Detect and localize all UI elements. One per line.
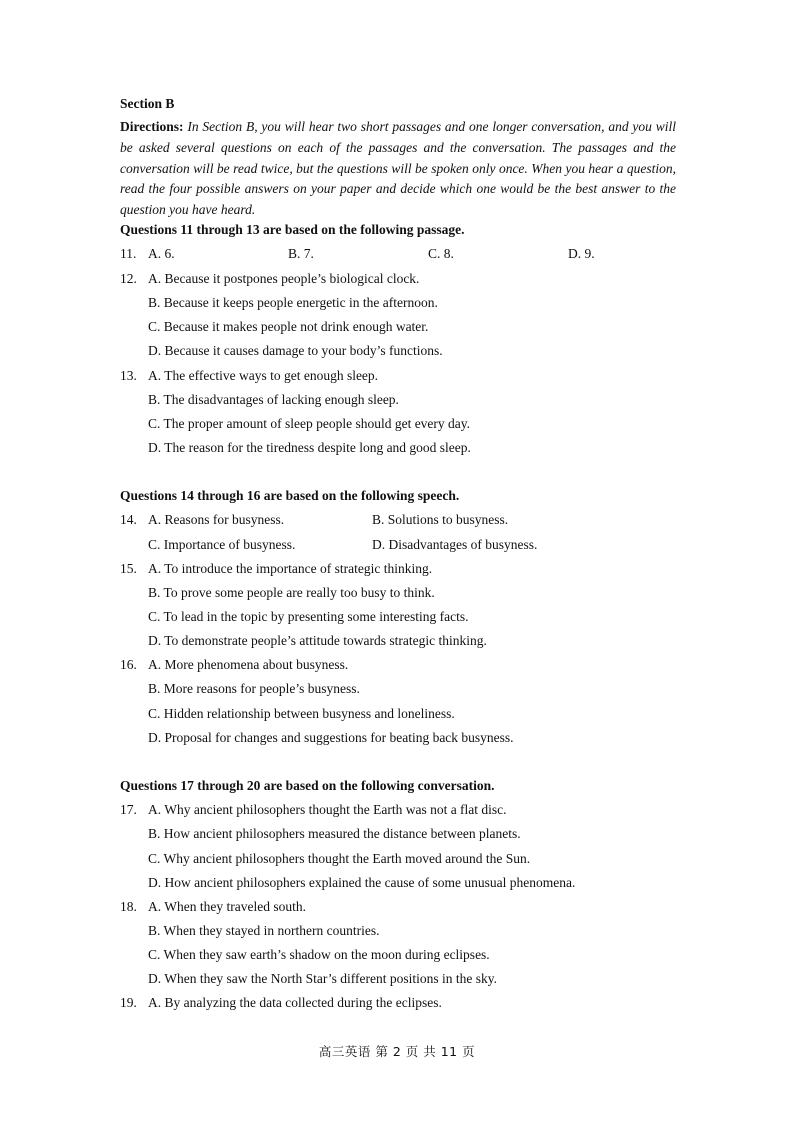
option-a: A. To introduce the importance of strategic thinking.	[148, 561, 433, 576]
question-number: 14.	[120, 512, 137, 527]
group-heading: Questions 14 through 16 are based on the following speech.	[120, 488, 460, 503]
page-footer: 高三英语 第 2 页 共 11 页	[318, 1044, 476, 1059]
option-c: C. To lead in the topic by presenting some interesting facts.	[148, 609, 469, 624]
option-b: B. To prove some people are really too busy to think.	[148, 585, 435, 600]
option-b: B. Solutions to busyness.	[372, 512, 509, 527]
option-d: D. 9.	[568, 246, 595, 261]
option-a: A. 6.	[148, 246, 175, 261]
option-d: D. Proposal for changes and suggestions for beating back busyness.	[148, 730, 514, 745]
question-number: 19.	[120, 995, 137, 1010]
option-a: A. More phenomena about busyness.	[148, 657, 349, 672]
option-c: C. 8.	[428, 246, 454, 261]
section-title: Section B	[120, 96, 175, 111]
option-c: C. The proper amount of sleep people should get every day.	[148, 416, 471, 431]
option-c: C. When they saw earth’s shadow on the moon during eclipses.	[148, 947, 490, 962]
option-c: C. Because it makes people not drink enough water.	[148, 319, 429, 334]
question-number: 15.	[120, 561, 137, 576]
option-b: B. The disadvantages of lacking enough sleep.	[148, 392, 399, 407]
option-b: B. 7.	[288, 246, 314, 261]
option-d: D. Because it causes damage to your body’s functions.	[148, 343, 443, 358]
question-number: 11.	[120, 246, 137, 261]
question-number: 12.	[120, 271, 137, 286]
option-d: D. To demonstrate people’s attitude towards strategic thinking.	[148, 633, 487, 648]
directions-text: In Section B, you will hear two short passages and one longer conversation, and you will be asked several questions on each of the passages and the conversation. The passages and the conversation will be read twice, but the questions will be spoken only once. When you hear a question, read the four possible answers on your paper and decide which one would be the best answer to the question you have heard.	[120, 119, 676, 218]
option-b: B. More reasons for people’s busyness.	[148, 681, 360, 696]
option-b: B. When they stayed in northern countries.	[148, 923, 380, 938]
option-a: A. Because it postpones people’s biological clock.	[148, 271, 420, 286]
option-d: D. When they saw the North Star’s different positions in the sky.	[148, 971, 497, 986]
option-d: D. How ancient philosophers explained the cause of some unusual phenomena.	[148, 875, 576, 890]
group-heading: Questions 17 through 20 are based on the following conversation.	[120, 778, 495, 793]
group-heading: Questions 11 through 13 are based on the following passage.	[120, 222, 465, 237]
option-a: A. When they traveled south.	[148, 899, 306, 914]
directions-label: Directions:	[120, 119, 184, 134]
question-number: 16.	[120, 657, 137, 672]
question-number: 13.	[120, 368, 137, 383]
directions	[120, 117, 676, 221]
option-a: A. By analyzing the data collected during the eclipses.	[148, 995, 442, 1010]
option-a: A. The effective ways to get enough sleep.	[148, 368, 379, 383]
option-d: D. The reason for the tiredness despite long and good sleep.	[148, 440, 471, 455]
option-c: C. Hidden relationship between busyness and loneliness.	[148, 706, 455, 721]
option-c: C. Importance of busyness.	[148, 537, 296, 552]
option-d: D. Disadvantages of busyness.	[372, 537, 538, 552]
option-c: C. Why ancient philosophers thought the Earth moved around the Sun.	[148, 851, 531, 866]
option-a: A. Reasons for busyness.	[148, 512, 285, 527]
option-a: A. Why ancient philosophers thought the Earth was not a flat disc.	[148, 802, 507, 817]
question-number: 17.	[120, 802, 137, 817]
option-b: B. Because it keeps people energetic in the afternoon.	[148, 295, 438, 310]
option-b: B. How ancient philosophers measured the distance between planets.	[148, 826, 521, 841]
question-number: 18.	[120, 899, 137, 914]
